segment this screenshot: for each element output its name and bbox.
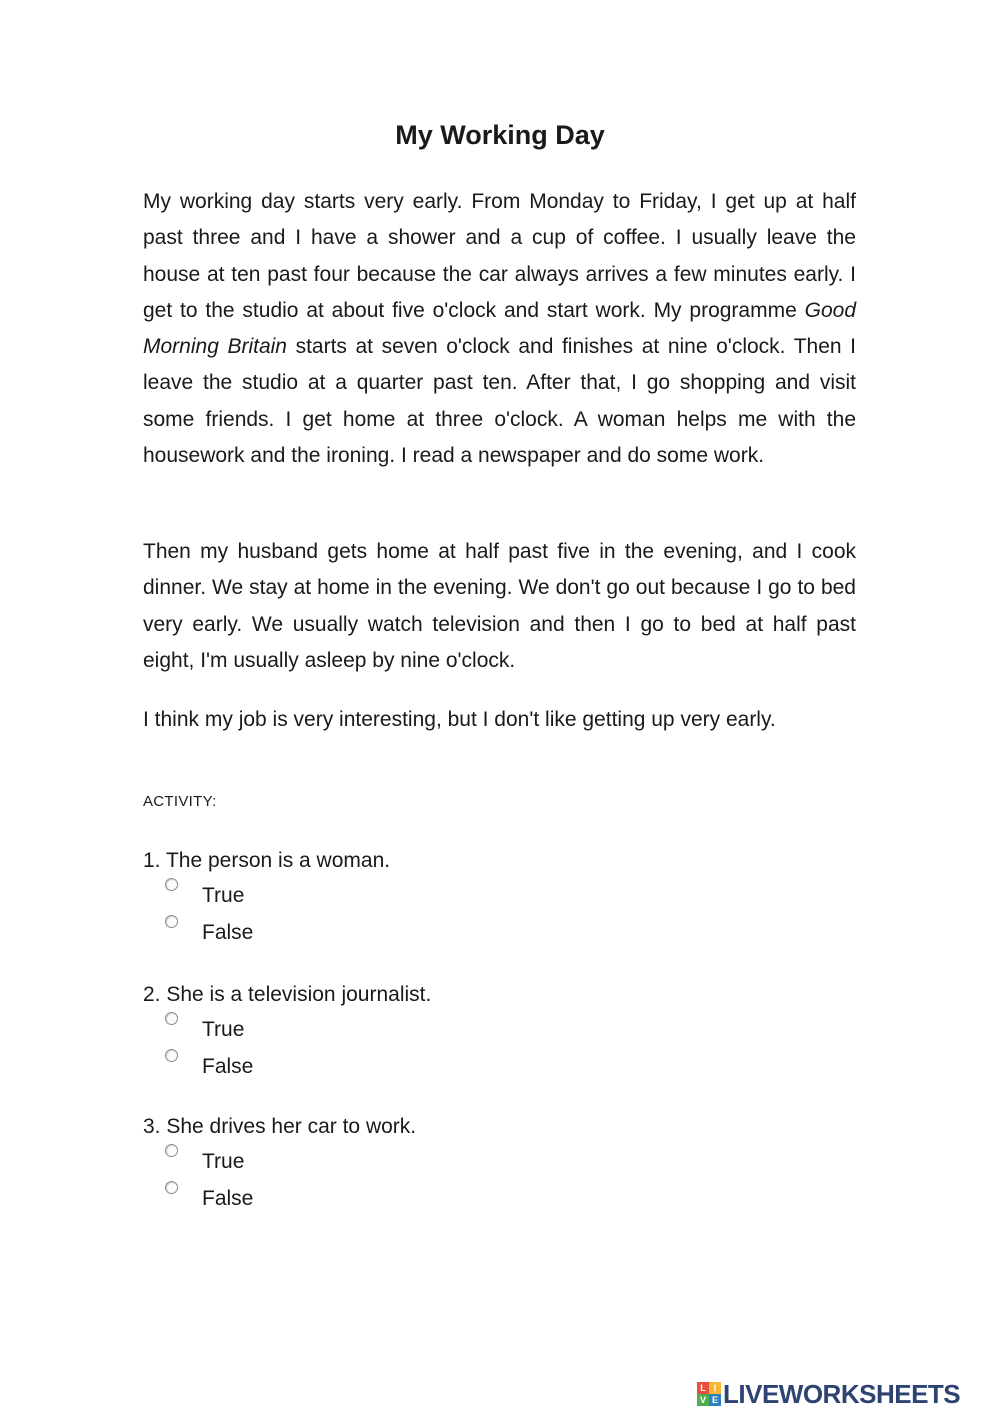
paragraph-3: I think my job is very interesting, but I don't like getting up very early. — [143, 708, 776, 731]
option-label: False — [202, 1054, 254, 1078]
programme-name: Good Morning Britain — [143, 298, 856, 359]
liveworksheets-logo — [697, 1378, 960, 1410]
question-1 — [143, 846, 863, 955]
radio-button-icon[interactable] — [165, 1181, 178, 1194]
paragraph-1-text-b: starts at seven o'clock and finishes at nine o'clock. Then I leave the studio at a quarter past ten. After that, I go shopping and visit some friends. I get home at three o'clock. A woman helps me with the housework and the ironing. I read a newspaper and do some work. — [143, 335, 856, 468]
radio-button-icon[interactable] — [165, 878, 178, 891]
question-text: 1. The person is a woman. — [143, 849, 391, 872]
option-label: False — [202, 920, 254, 944]
logo-mark-letter: V — [697, 1394, 709, 1406]
option-false[interactable] — [143, 919, 863, 956]
option-label: True — [202, 1018, 245, 1041]
paragraph-1 — [143, 184, 856, 474]
liveworksheets-logo-icon — [697, 1382, 721, 1406]
paragraph-2: Then my husband gets home at half past five in the evening, and I cook dinner. We stay at home in the evening. We don't go out because I go to bed very early. We usually watch television and then I go to bed at half past eight, I'm usually asleep by nine o'clock. — [143, 540, 856, 672]
logo-mark-letter: E — [709, 1394, 721, 1406]
page-title: My Working Day — [395, 120, 605, 150]
option-false[interactable] — [143, 1185, 863, 1222]
radio-button-icon[interactable] — [165, 915, 178, 928]
option-true[interactable] — [143, 882, 863, 919]
option-true[interactable] — [143, 1016, 863, 1053]
logo-mark-letter: I — [709, 1382, 721, 1394]
radio-button-icon[interactable] — [165, 1144, 178, 1157]
question-3 — [143, 1112, 863, 1221]
option-false[interactable] — [143, 1053, 863, 1090]
option-label: False — [202, 1186, 254, 1210]
question-2 — [143, 980, 863, 1089]
question-text: 2. She is a television journalist. — [143, 983, 432, 1006]
radio-button-icon[interactable] — [165, 1012, 178, 1025]
option-label: True — [202, 1150, 245, 1173]
radio-button-icon[interactable] — [165, 1049, 178, 1062]
question-text: 3. She drives her car to work. — [143, 1115, 417, 1138]
paragraph-1-text-a: My working day starts very early. From Monday to Friday, I get up at half past three and I have a shower and a cup of coffee. I usually leave the house at ten past four because the car always arrives a few minutes early. I get to the studio at about five o'clock and start work. My programme — [143, 190, 856, 322]
option-label: True — [202, 884, 245, 907]
activity-heading: ACTIVITY: — [143, 793, 217, 810]
logo-mark-letter: L — [697, 1382, 709, 1394]
option-true[interactable] — [143, 1148, 863, 1185]
logo-text: LIVEWORKSHEETS — [723, 1378, 961, 1409]
